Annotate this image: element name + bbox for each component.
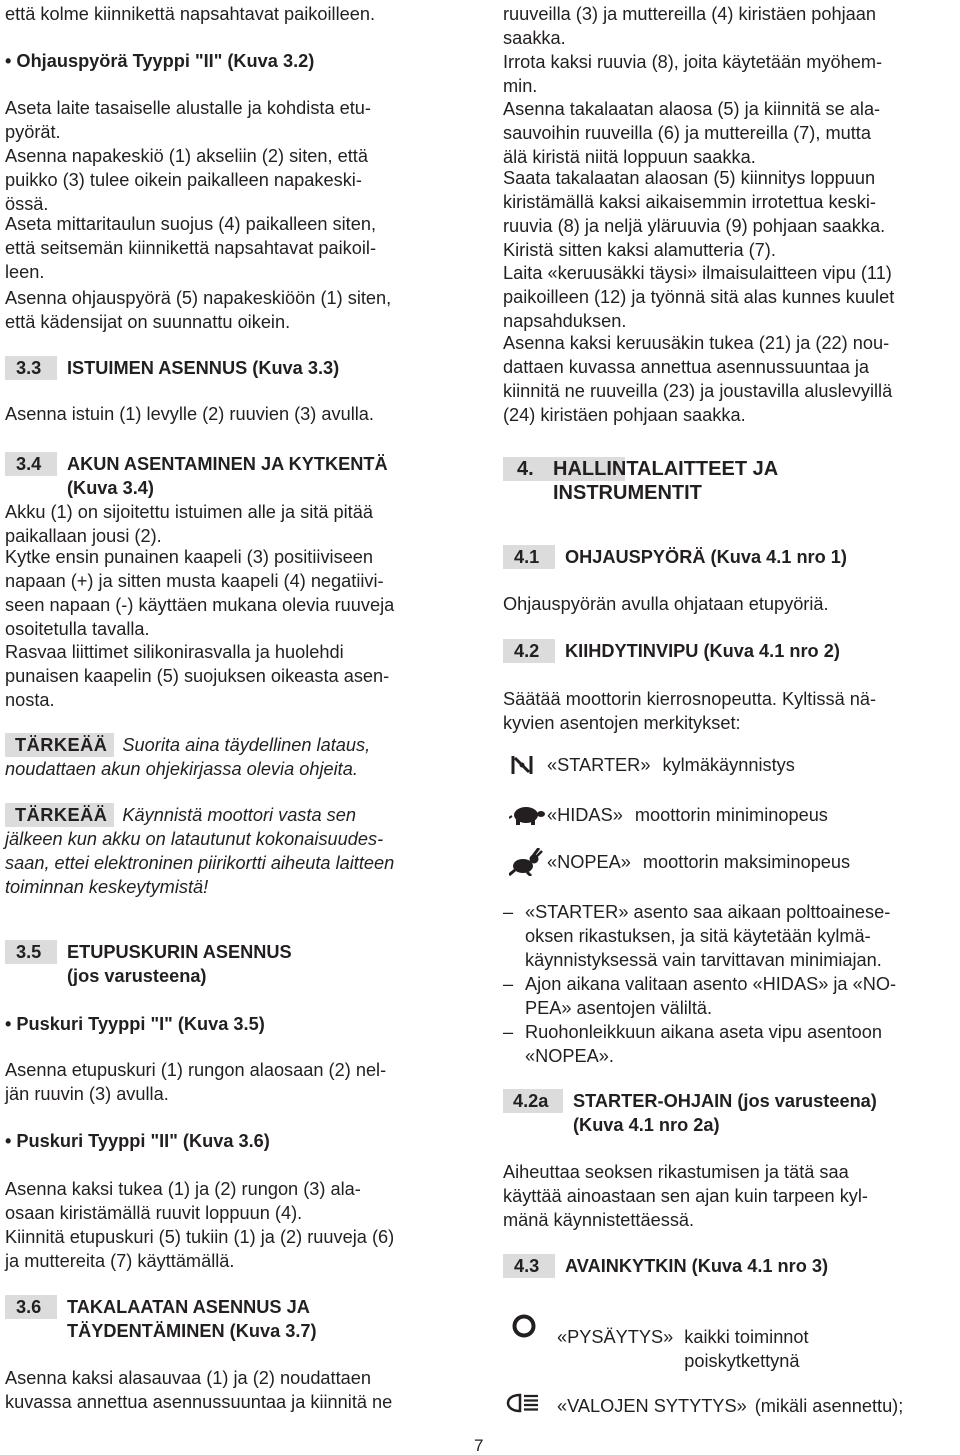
symbol-key: «NOPEA»: [547, 852, 631, 872]
key-row-valot: [503, 1386, 903, 1426]
important-note-2: TÄRKEÄÄ Käynnistä moottori vasta sen jälkeen kun akku on latautunut kokonaisuudes- saan, ettei elektroninen piirikortti aiheuta laitteen toiminnan keskeytymistä!: [5, 805, 395, 897]
paragraph-puskuri-2a: Asenna kaksi tukea (1) ja (2) rungon (3) ala- osaan kiristämällä ruuvit loppuun (4).: [5, 1179, 361, 1223]
headlight-icon: [503, 1393, 557, 1419]
bullet-puskuri-1: • Puskuri Tyyppi "I" (Kuva 3.5): [5, 1014, 265, 1034]
paragraph-tuet: Asenna kaksi keruusäkin tukea (21) ja (22) nou- dattaen kuvassa annettua asennussuuntaa ja kiinnitä ne ruuveilla (23) ja joustavilla aluslevyillä (24) kiristäen pohjaan saakka.: [503, 333, 893, 425]
paragraph-akku-2: Kytke ensin punainen kaapeli (3) positiiviseen napaan (+) ja sitten musta kaapeli (4) negatiivi- seen napaan (-) käyttäen mukana olevia ruuveja osoitetulla tavalla.: [5, 547, 395, 639]
section-number: 4.1: [503, 545, 555, 569]
key-desc: kaikki toiminnot poiskytkettynä: [684, 1327, 809, 1371]
section-title: ISTUIMEN ASENNUS (Kuva 3.3): [67, 358, 340, 378]
section-heading-4-3: [503, 1254, 828, 1278]
list-item: – Ajon aikana valitaan asento «HIDAS» ja «NO- PEA» asentojen väliltä.: [503, 974, 897, 1018]
choke-icon: [503, 752, 547, 778]
bullet-puskuri-2: • Puskuri Tyyppi "II" (Kuva 3.6): [5, 1131, 270, 1151]
paragraph-continued: ruuveilla (3) ja muttereilla (4) kiristäen pohjaan saakka.: [503, 4, 877, 48]
paragraph-kiinnitys: Saata takalaatan alaosan (5) kiinnitys loppuun kiristämällä kaksi aikaisemmin irrotettua keski- ruuvia (8) ja neljä yläruuvia (9) pohjaan saakka.: [503, 168, 886, 236]
page-number: 7: [474, 1436, 484, 1455]
section-number: 4.: [503, 457, 625, 481]
paragraph-ohjaus2-4: Asenna ohjauspyörä (5) napakeskiöön (1) siten, että kädensijat on suunnattu oikein.: [5, 288, 392, 332]
symbol-key: «HIDAS»: [547, 805, 623, 825]
section-heading-4-1: [503, 545, 847, 569]
dash-list: [503, 900, 896, 1068]
paragraph-puskuri-2b: Kiinnitä etupuskuri (5) tukiin (1) ja (2) ruuveja (6) ja muttereita (7) käyttämällä.: [5, 1227, 395, 1271]
paragraph-istuin: Asenna istuin (1) levylle (2) ruuvien (3) avulla.: [5, 404, 374, 424]
section-heading-4-2a: [503, 1089, 877, 1137]
paragraph-keruusakki: Laita «keruusäkki täysi» ilmaisulaitteen vipu (11) paikoilleen (12) ja työnnä sitä alas kunnes kuulet napsahduksen.: [503, 263, 895, 331]
section-number: 3.6: [5, 1295, 57, 1319]
symbol-key: «STARTER»: [547, 755, 651, 775]
section-number: 3.5: [5, 940, 57, 964]
important-tag: TÄRKEÄÄ: [5, 733, 114, 757]
symbol-row-starter: [503, 745, 795, 785]
paragraph-saataa: Säätää moottorin kierrosnopeutta. Kyltissä nä- kyvien asentojen merkitykset:: [503, 689, 877, 733]
section-title: OHJAUSPYÖRÄ (Kuva 4.1 nro 1): [565, 547, 847, 567]
section-number: 3.3: [5, 356, 57, 380]
paragraph-ohjaus2-1: Aseta laite tasaiselle alustalle ja kohdista etu- pyörät.: [5, 98, 371, 142]
section-number: 4.3: [503, 1254, 555, 1278]
section-title: ETUPUSKURIN ASENNUS (jos varusteena): [67, 942, 292, 986]
section-number: 4.2a: [503, 1089, 563, 1113]
key-label: «PYSÄYTYS»: [557, 1327, 674, 1347]
key-desc: (mikäli asennettu);: [754, 1396, 904, 1416]
section-title: AVAINKYTKIN (Kuva 4.1 nro 3): [565, 1256, 829, 1276]
turtle-icon: [503, 804, 547, 826]
rabbit-icon: [503, 848, 547, 876]
symbol-desc: moottorin miniminopeus: [634, 805, 828, 825]
section-heading-3-4: [5, 452, 388, 500]
paragraph-akku-3: Rasvaa liittimet silikonirasvalla ja huolehdi punaisen kaapelin (5) suojuksen oikeasta asen- nosta.: [5, 642, 390, 710]
section-title: STARTER-OHJAIN (jos varusteena) (Kuva 4.1 nro 2a): [573, 1091, 877, 1135]
paragraph-starter-ohjain: Aiheuttaa seoksen rikastumisen ja tätä saa käyttää ainoastaan sen ajan kuin tarpeen kyl- mänä käynnistettäessä.: [503, 1162, 868, 1230]
symbol-desc: moottorin maksiminopeus: [642, 852, 851, 872]
symbol-row-nopea: [503, 842, 850, 882]
paragraph-kirista: Kiristä sitten kaksi alamutteria (7).: [503, 240, 776, 260]
section-number: 4.2: [503, 639, 555, 663]
section-heading-3-5: [5, 940, 292, 988]
paragraph-puskuri-1: Asenna etupuskuri (1) rungon alaosaan (2) nel- jän ruuvin (3) avulla.: [5, 1060, 387, 1104]
stop-circle-icon: [503, 1311, 557, 1345]
section-title: KIIHDYTINVIPU (Kuva 4.1 nro 2): [565, 641, 840, 661]
paragraph-ohjaus2-2: Asenna napakeskiö (1) akseliin (2) siten, että puikko (3) tulee oikein paikalleen napakeski- össä.: [5, 146, 368, 214]
list-item: – Ruohonleikkuun aikana aseta vipu asentoon «NOPEA».: [503, 1022, 882, 1066]
important-note-1: TÄRKEÄÄ Suorita aina täydellinen lataus, noudattaen akun ohjekirjassa olevia ohjeita.: [5, 735, 371, 779]
list-item: – «STARTER» asento saa aikaan polttoainese- oksen rikastuksen, ja sitä käytetään kylmä- käynnistyksessä vain tarvittavan minimiajan.: [503, 902, 891, 970]
paragraph-ohjauspyora: Ohjauspyörän avulla ohjataan etupyöriä.: [503, 594, 829, 614]
section-number: 3.4: [5, 452, 57, 476]
key-label: «VALOJEN SYTYTYS»: [557, 1396, 747, 1416]
section-heading-4-2: [503, 639, 840, 663]
key-row-pysaytys: [503, 1311, 809, 1373]
intro-line: että kolme kiinnikettä napsahtavat paikoilleen.: [5, 4, 376, 24]
section-title: AKUN ASENTAMINEN JA KYTKENTÄ (Kuva 3.4): [67, 454, 388, 498]
bullet-ohjauspyora-2: • Ohjauspyörä Tyyppi "II" (Kuva 3.2): [5, 51, 315, 71]
paragraph-alaosa: Asenna takalaatan alaosa (5) ja kiinnitä se ala- sauvoihin ruuveilla (6) ja muttereilla (7), mutta älä kiristä niitä loppuun saakka.: [503, 99, 881, 167]
section-title: TAKALAATAN ASENNUS JA TÄYDENTÄMINEN (Kuva 3.7): [67, 1297, 317, 1341]
important-tag: TÄRKEÄÄ: [5, 803, 114, 827]
paragraph-akku-1: Akku (1) on sijoitettu istuimen alle ja sitä pitää paikallaan jousi (2).: [5, 502, 373, 546]
paragraph-ohjaus2-3: Aseta mittaritaulun suojus (4) paikalleen siten, että seitsemän kiinnikettä napsahtavat paikoil- leen.: [5, 214, 377, 282]
paragraph-irrota: Irrota kaksi ruuvia (8), joita käytetään myöhem- min.: [503, 52, 883, 96]
section-heading-4: [503, 457, 778, 505]
section-heading-3-6: [5, 1295, 317, 1343]
paragraph-takalaatta: Asenna kaksi alasauvaa (1) ja (2) noudattaen kuvassa annettua asennussuuntaa ja kiinnitä ne: [5, 1368, 393, 1412]
section-heading-3-3: [5, 356, 339, 380]
symbol-row-hidas: [503, 795, 828, 835]
symbol-desc: kylmäkäynnistys: [662, 755, 795, 775]
section-title: HALLINTALAITTEET JA INSTRUMENTIT: [553, 458, 779, 504]
